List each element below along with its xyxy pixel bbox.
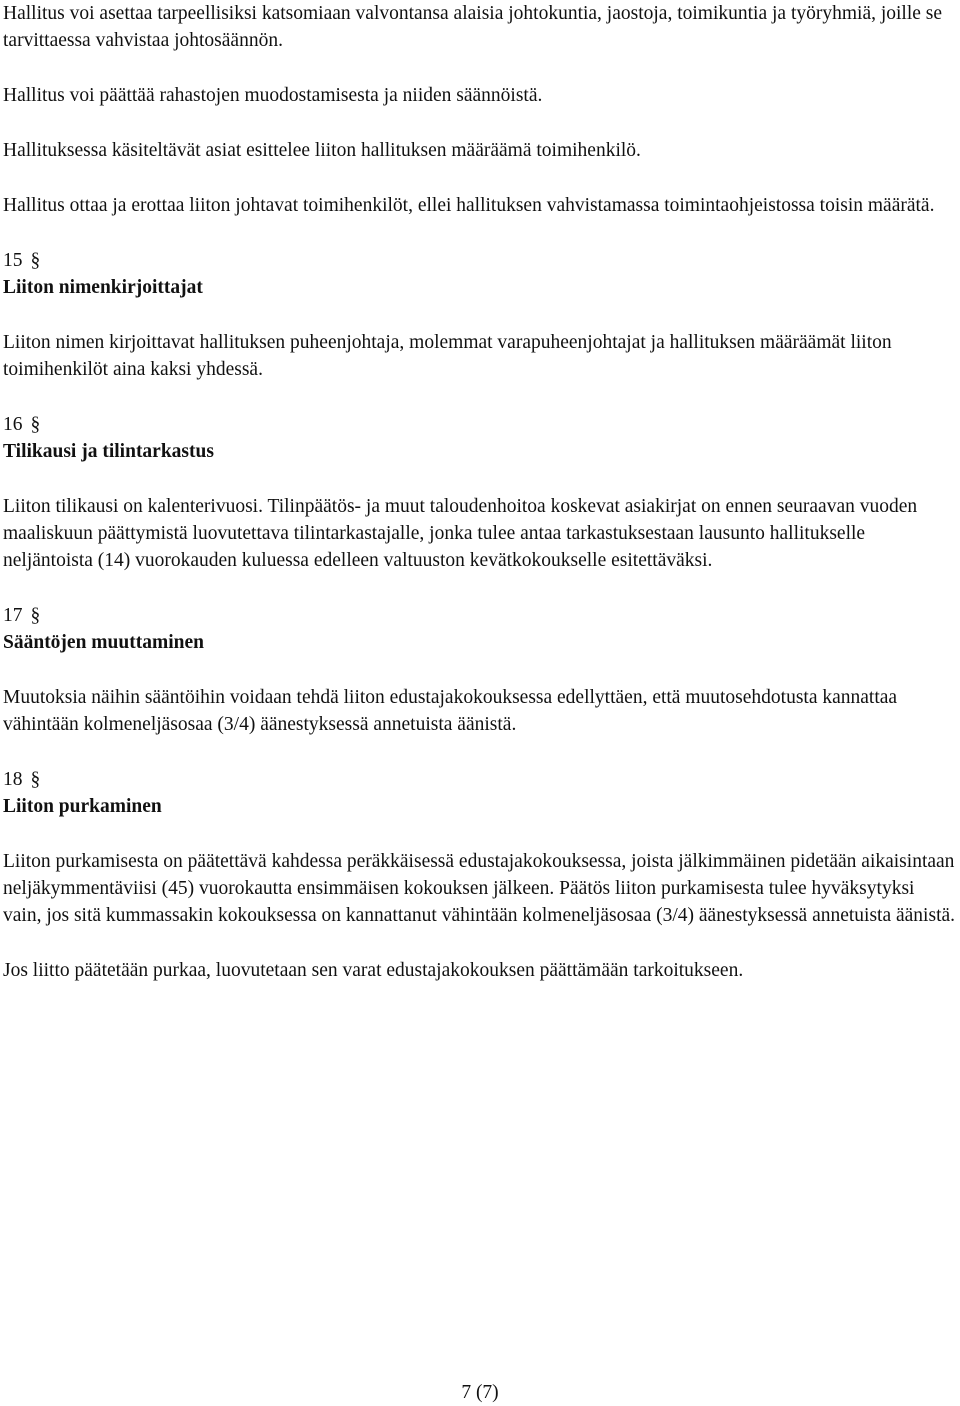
section-paragraph: Liiton purkamisesta on päätettävä kahdessa peräkkäisessä edustajakokouksessa, joista jälkimmäinen pidetään aikaisintaan neljäkymmentäviisi (45) vuorokautta ensimmäisen kokouksen jälkeen. Päätös liiton purkamisesta tulee hyväksytyksi vain, jos sitä kummassakin kokouksessa on kannattanut vähintään kolmeneljäsosaa (3/4) äänestyksessä annetuista äänistä.: [3, 851, 956, 926]
section-17: [3, 602, 955, 738]
paragraph-presenter: Hallituksessa käsiteltävät asiat esittelee liiton hallituksen määräämä toimihenkilö.: [3, 140, 641, 161]
document-page: [3, 0, 955, 1012]
paragraph-committees: Hallitus voi asettaa tarpeellisiksi katsomiaan valvontansa alaisia johtokuntia, jaostoja, toimikuntia ja työryhmiä, joille se tarvittaessa vahvistaa johtosäännön.: [3, 3, 943, 51]
paragraph-funds: Hallitus voi päättää rahastojen muodostamisesta ja niiden säännöistä.: [3, 85, 543, 106]
section-symbol: §: [30, 414, 41, 435]
paragraph-officials: Hallitus ottaa ja erottaa liiton johtavat toimihenkilöt, ellei hallituksen vahvistamassa toimintaohjeistossa toisin määrätä.: [3, 195, 935, 216]
section-paragraph: Muutoksia näihin sääntöihin voidaan tehdä liiton edustajakokouksessa edellyttäen, että muutosehdotusta kannattaa vähintään kolmeneljäsosaa (3/4) äänestyksessä annetuista äänistä.: [3, 687, 898, 735]
section-15: [3, 247, 955, 383]
section-paragraph: Liiton tilikausi on kalenterivuosi. Tilinpäätös- ja muut taloudenhoitoa koskevat asiakirjat on ennen seuraavan vuoden maaliskuun päättymistä luovutettava tilintarkastajalle, jonka tulee antaa tarkastuksestaan lausunto hallitukselle neljäntoista (14) vuorokauden kuluessa edelleen valtuuston kevätkokoukselle esitettäväksi.: [3, 496, 918, 571]
section-symbol: §: [30, 769, 41, 790]
section-title: Sääntöjen muuttaminen: [3, 632, 204, 653]
section-paragraph: Liiton nimen kirjoittavat hallituksen puheenjohtaja, molemmat varapuheenjohtajat ja hallituksen määräämät liiton toimihenkilöt aina kaksi yhdessä.: [3, 332, 892, 380]
section-title: Tilikausi ja tilintarkastus: [3, 441, 214, 462]
section-16: [3, 411, 955, 574]
section-number: 17 §: [3, 605, 41, 626]
section-title: Liiton purkaminen: [3, 796, 162, 817]
section-symbol: §: [30, 250, 41, 271]
section-symbol: §: [30, 605, 41, 626]
section-number: 18 §: [3, 769, 41, 790]
section-number: 16 §: [3, 414, 41, 435]
section-title: Liiton nimenkirjoittajat: [3, 277, 203, 298]
section-paragraph: Jos liitto päätetään purkaa, luovutetaan sen varat edustajakokouksen päättämään tarkoitukseen.: [3, 960, 744, 981]
section-number: 15 §: [3, 250, 41, 271]
page-number: 7 (7): [461, 1382, 499, 1403]
section-18: [3, 766, 955, 984]
